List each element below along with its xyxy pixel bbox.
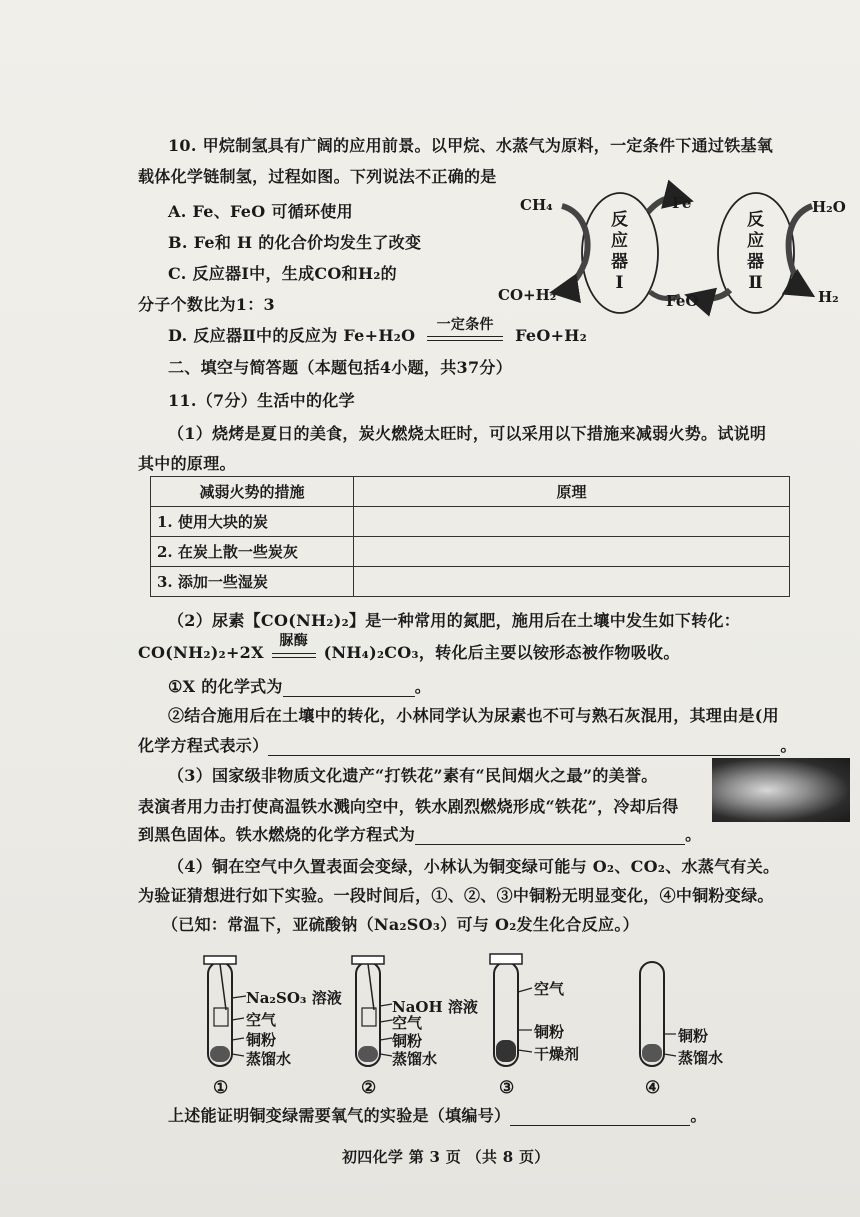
label-ch4: CH₄ — [520, 196, 553, 214]
equation-right: (NH₄)₂CO₃，转化后主要以铵形态被作物吸收。 — [323, 643, 680, 662]
q11-p2-q1: ①X 的化学式为 。 — [168, 677, 432, 696]
table-header-measure: 减弱火势的措施 — [151, 477, 354, 507]
tube1-label-solution: Na₂SO₃ 溶液 — [246, 989, 342, 1007]
q10-option-b: B. Fe和 H 的化合价均发生了改变 — [168, 233, 422, 252]
label-fe: Fe — [672, 194, 692, 212]
tube2-label-solution: NaOH 溶液 — [392, 998, 478, 1016]
q10-option-c-cont: 分子个数比为1：3 — [138, 295, 275, 314]
tube4-label-copper: 铜粉 — [678, 1027, 709, 1045]
page-footer: 初四化学 第 3 页 （共 8 页） — [342, 1148, 550, 1166]
q11-p4-line3: （已知：常温下，亚硫酸钠（Na₂SO₃）可与 O₂发生化合反应。） — [162, 915, 639, 934]
reactor-1-char: 器 — [611, 252, 628, 272]
q11-p4-question: 上述能证明铜变绿需要氧气的实验是（填编号） 。 — [168, 1106, 707, 1125]
q11-p4-line1: （4）铜在空气中久置表面会变绿，小林认为铜变绿可能与 O₂、CO₂、水蒸气有关。 — [168, 857, 780, 876]
tube3-label-desiccant: 干燥剂 — [534, 1045, 580, 1063]
reactor-2-char: 应 — [747, 231, 764, 251]
tube1-label-copper: 铜粉 — [246, 1031, 277, 1049]
label-co-h2: CO+H₂ — [498, 286, 557, 304]
equation-left: CO(NH₂)₂+2X — [138, 643, 264, 662]
q11-p3-line3-text: 到黑色固体。铁水燃烧的化学方程式为 — [138, 825, 416, 844]
q11-p2-q2-line2: 化学方程式表示） 。 — [138, 736, 797, 755]
tube2-label-water: 蒸馏水 — [392, 1050, 438, 1068]
q11-p2-q1-text: ①X 的化学式为 — [168, 677, 283, 696]
tube3-label-copper: 铜粉 — [534, 1023, 565, 1041]
reactor-1-char: 应 — [611, 231, 628, 251]
q11-p2-q2-line2-text: 化学方程式表示） — [138, 736, 269, 755]
label-h2o: H₂O — [812, 198, 846, 216]
q11-p3-line2: 表演者用力击打使高温铁水溅向空中，铁水剧烈燃烧形成“铁花”，冷却后得 — [138, 797, 679, 816]
test-tube-1 — [204, 956, 236, 1066]
q10-option-d-left: D. 反应器Ⅱ中的反应为 Fe+H₂O — [168, 326, 416, 345]
label-feo: FeO — [666, 292, 699, 310]
reaction-condition-text: 一定条件 — [436, 317, 494, 333]
q11-p1-line1: （1）烧烤是夏日的美食，炭火燃烧太旺时，可以采用以下措施来减弱火势。试说明 — [168, 424, 767, 443]
q11-p3-line1: （3）国家级非物质文化遗产“打铁花”素有“民间烟火之最”的美誉。 — [168, 766, 658, 785]
q10-option-d-right: FeO+H₂ — [515, 326, 588, 345]
q11-p1-line2: 其中的原理。 — [138, 454, 236, 473]
label-h2: H₂ — [818, 288, 839, 306]
reactor-2-char: 器 — [747, 252, 764, 272]
q11-p3-line3: 到黑色固体。铁水燃烧的化学方程式为 。 — [138, 825, 702, 844]
q11-p2-line1: （2）尿素【CO(NH₂)₂】是一种常用的氮肥，施用后在土壤中发生如下转化： — [168, 611, 741, 630]
tube3-label-air: 空气 — [534, 980, 565, 998]
reactor-2-char: 反 — [747, 210, 764, 230]
q11-title: 11.（7分）生活中的化学 — [168, 391, 355, 410]
enzyme-condition-text: 脲酶 — [279, 633, 308, 649]
reactor-2-char: Ⅱ — [748, 273, 763, 293]
table-header-principle: 原理 — [354, 477, 790, 507]
q11-p4-question-text: 上述能证明铜变绿需要氧气的实验是（填编号） — [168, 1106, 511, 1125]
q10-line2: 载体化学链制氢，过程如图。下列说法不正确的是 — [138, 167, 497, 186]
q10-option-a: A. Fe、FeO 可循环使用 — [168, 202, 353, 221]
tube1-label-water: 蒸馏水 — [246, 1050, 292, 1068]
tube4-number: ④ — [645, 1078, 661, 1098]
table-cell-measure: 1. 使用大块的炭 — [151, 507, 354, 537]
reactor-1-char: 反 — [611, 210, 628, 230]
q10-option-c: C. 反应器Ⅰ中，生成CO和H₂的 — [168, 264, 397, 283]
table-cell-measure: 2. 在炭上散一些炭灰 — [151, 537, 354, 567]
reactor-1-char: Ⅰ — [615, 273, 624, 293]
tube1-label-air: 空气 — [246, 1011, 277, 1029]
test-tube-3 — [490, 954, 522, 1066]
answer-blank-experiment[interactable] — [510, 1109, 690, 1126]
test-tube-4 — [640, 962, 664, 1066]
tube2-number: ② — [361, 1078, 377, 1098]
test-tube-2 — [352, 956, 384, 1066]
q10-line1: 10. 甲烷制氢具有广阔的应用前景。以甲烷、水蒸气为原料，一定条件下通过铁基氧 — [168, 136, 774, 155]
table-cell-measure: 3. 添加一些湿炭 — [151, 567, 354, 597]
tube2-label-air: 空气 — [392, 1014, 423, 1032]
tube3-number: ③ — [499, 1078, 515, 1098]
q11-p2-q2-line1: ②结合施用后在土壤中的转化，小林同学认为尿素也不可与熟石灰混用，其理由是(用 — [168, 706, 779, 725]
tube2-label-copper: 铜粉 — [392, 1032, 423, 1050]
tube1-number: ① — [213, 1078, 229, 1098]
tube4-label-water: 蒸馏水 — [678, 1049, 724, 1067]
section-2-heading: 二、填空与简答题（本题包括4小题，共37分） — [168, 358, 512, 377]
q11-p4-line2: 为验证猜想进行如下实验。一段时间后，①、②、③中铜粉无明显变化，④中铜粉变绿。 — [138, 886, 774, 905]
